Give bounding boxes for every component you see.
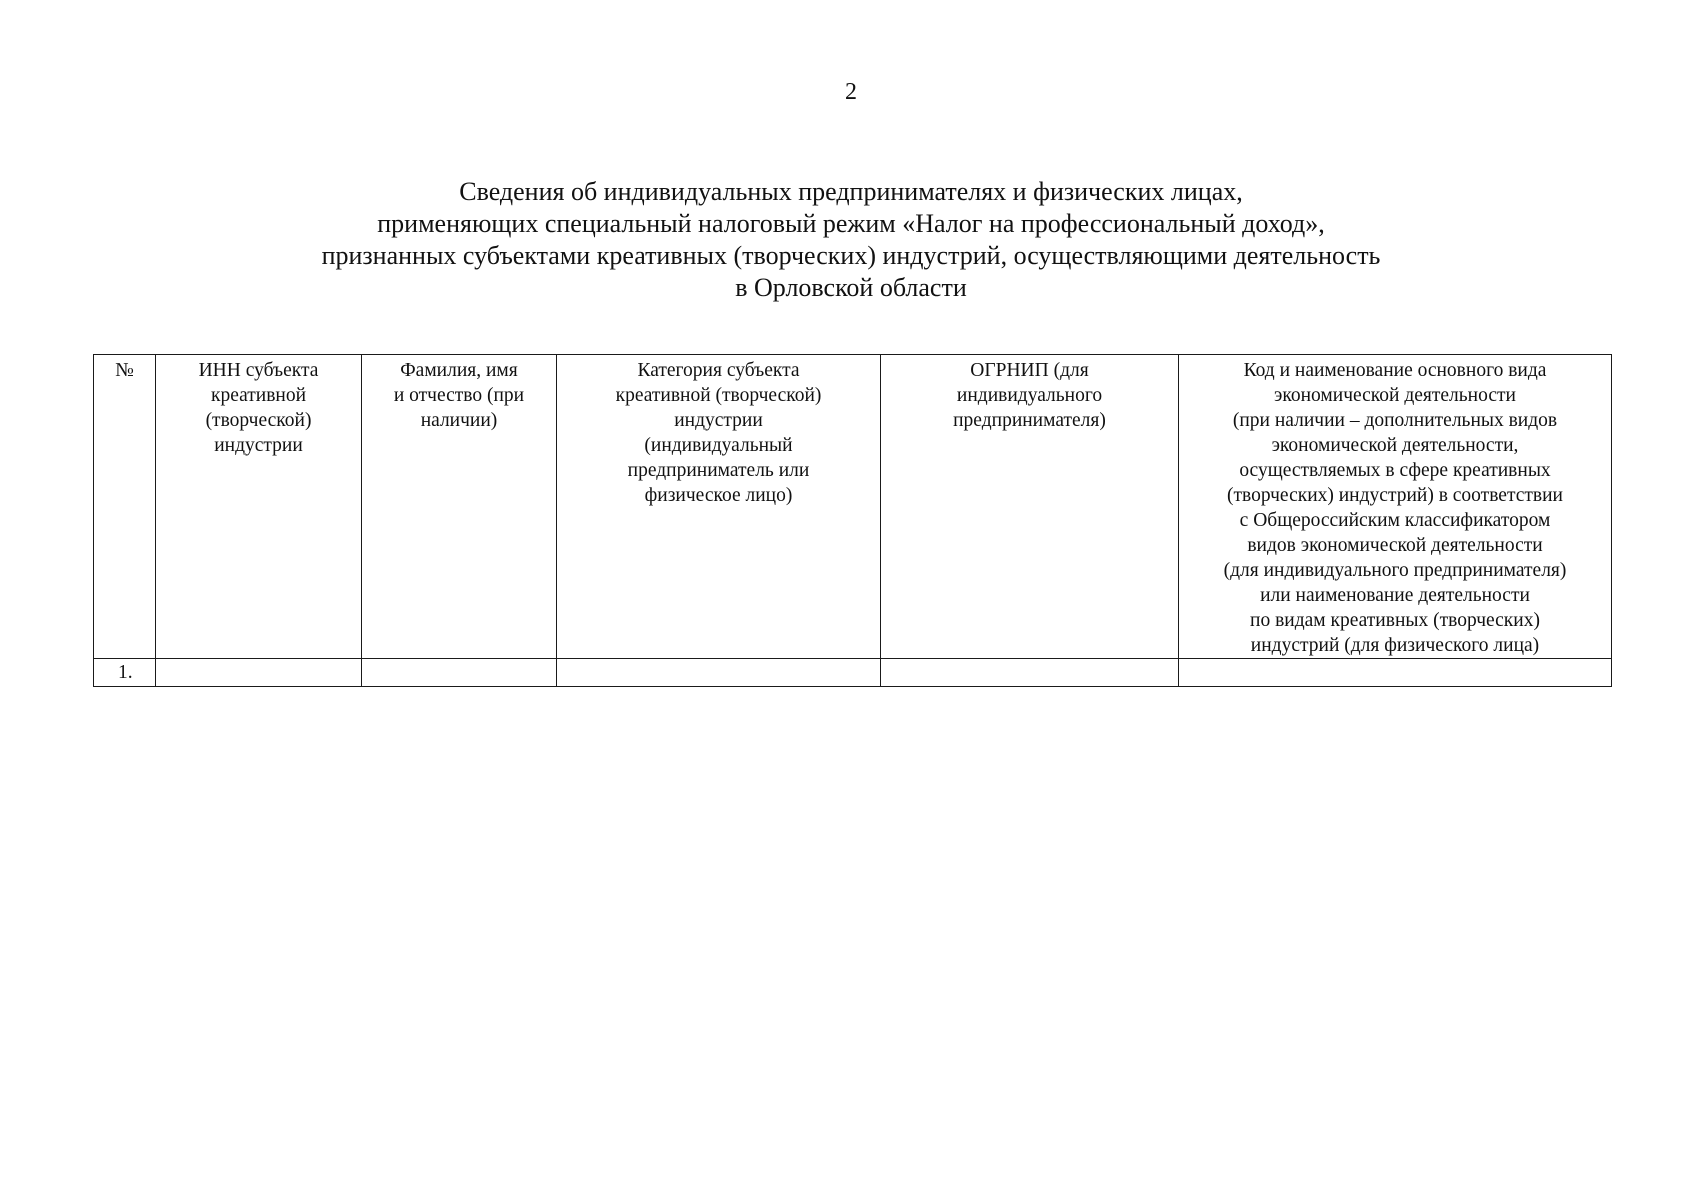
table-cell-inn xyxy=(156,659,362,687)
page-number: 2 xyxy=(845,79,857,105)
header-category: Категория субъекта креативной (творческой) индустрии (индивидуальный предприниматель или физическое лицо) xyxy=(557,355,881,659)
table-cell-ogrnip xyxy=(881,659,1179,687)
table-row xyxy=(94,659,1612,687)
header-activity-code: Код и наименование основного вида экономической деятельности (при наличии – дополнительных видов экономической деятельности, осуществляемых в сфере креативных (творческих) индустрий) в соответствии с Общероссийским классификатором видов экономической деятельности (для индивидуального предпринимателя) или наименование деятельности по видам креативных (творческих) индустрий (для физического лица) xyxy=(1179,355,1612,659)
header-inn: ИНН субъекта креативной (творческой) индустрии xyxy=(156,355,362,659)
table-cell-activity-code xyxy=(1179,659,1612,687)
table-header-row xyxy=(94,355,1612,659)
header-ogrnip: ОГРНИП (для индивидуального предпринимателя) xyxy=(881,355,1179,659)
registry-table xyxy=(93,354,1612,687)
table-cell-category xyxy=(557,659,881,687)
header-number: № xyxy=(94,355,156,659)
document-title-line: в Орловской области xyxy=(735,273,967,302)
document-title xyxy=(0,176,1702,304)
document-title-line: применяющих специальный налоговый режим «Налог на профессиональный доход», xyxy=(377,209,1325,238)
document-title-line: Сведения об индивидуальных предпринимателях и физических лицах, xyxy=(459,177,1243,206)
document-title-line: признанных субъектами креативных (творческих) индустрий, осуществляющими деятельность xyxy=(321,241,1381,270)
table-cell-number: 1. xyxy=(94,659,156,687)
header-full-name: Фамилия, имя и отчество (при наличии) xyxy=(362,355,557,659)
table-cell-full-name xyxy=(362,659,557,687)
